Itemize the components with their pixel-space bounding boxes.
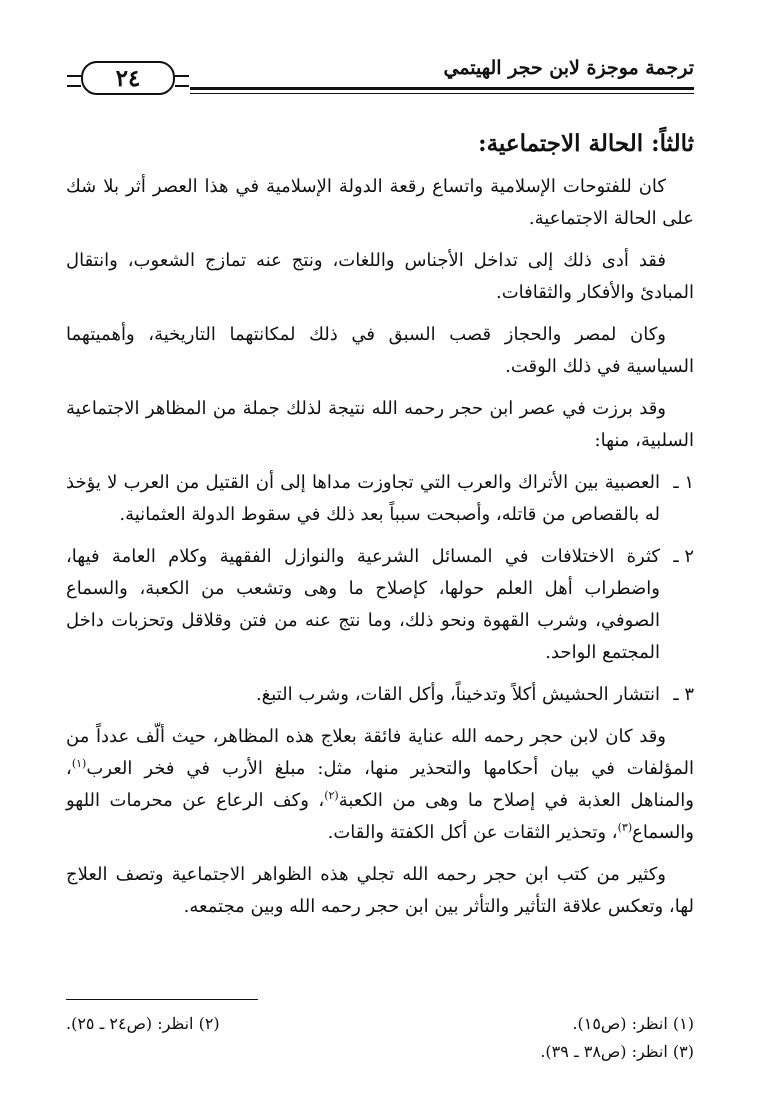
footnote-2: (٢) انظر: (ص٢٤ ـ ٢٥). [66,1014,220,1033]
closing-text-3: ، وكف الرعاع عن محرمات اللهو والسماع [66,790,694,843]
closing-text-4: ، وتحذير الثقات عن أكل الكفتة والقات. [327,822,618,843]
footnotes [66,1010,694,1066]
list-text: العصبية بين الأتراك والعرب التي تجاوزت مداها إلى أن القتيل من العرب لا يؤخذ له بالقصاص من قاتله، وأصبحت سبباً بعد ذلك في سقوط الدولة العثمانية. [66,472,660,525]
paragraph-3: وكان لمصر والحجاز قصب السبق في ذلك لمكانتهما التاريخية، وأهميتهما السياسية في ذلك الوقت. [66,324,694,377]
paragraph-1: كان للفتوحات الإسلامية واتساع رقعة الدولة الإسلامية في هذا العصر أثر بلا شك على الحالة الاجتماعية. [66,176,694,229]
closing-text-1: وقد كان لابن حجر رحمه الله عناية فائقة بعلاج هذه المظاهر، حيث ألّف عدداً من المؤلفات في بيان أحكامها والتحذير منها، مثل: مبلغ الأرب في فخر العرب [66,726,694,779]
list-number: ١ ـ [673,472,694,493]
ornament-right-icon [175,75,189,87]
closing-paragraph [66,721,694,849]
footnote-1: (١) انظر: (ص١٥). [572,1014,694,1033]
list-text: كثرة الاختلافات في المسائل الشرعية والنوازل الفقهية وكلام العامة فيها، واضطراب أهل العلم حولها، كإصلاح ما وهى وتشعب من الكعبة، والسماع الصوفي، وشرب القهوة ونحو ذلك، وما نتج عنه من فتن وقلاقل وتحزبات داخل المجتمع الواحد. [66,546,660,663]
footnote-ref-1[interactable]: (١) [71,757,87,770]
ornament-left-icon [67,75,81,87]
list-item-3 [66,679,694,711]
list-item-1 [66,467,694,531]
page-content [66,127,694,933]
closing-text-2: ، والمناهل العذبة في إصلاح ما وهى من الكعبة [66,758,694,811]
footnote-row-1 [66,1010,694,1038]
footnote-ref-3[interactable]: (٣) [617,821,633,834]
paragraph-4: وقد برزت في عصر ابن حجر رحمه الله نتيجة لذلك جملة من المظاهر الاجتماعية السلبية، منها: [66,398,694,451]
paragraph-2: فقد أدى ذلك إلى تداخل الأجناس واللغات، ونتج عنه تمازج الشعوب، وانتقال المبادئ والأفكار والثقافات. [66,250,694,303]
page-number-frame [81,61,175,95]
page-header [66,52,694,94]
page-number-ornament [66,61,190,95]
page-number: ٢٤ [115,64,141,92]
footnote-separator [66,999,258,1000]
footnote-row-2 [66,1038,694,1066]
footnote-ref-2[interactable]: (٢) [324,789,339,802]
list-number: ٣ ـ [673,684,694,705]
final-paragraph: وكثير من كتب ابن حجر رحمه الله تجلي هذه الظواهر الاجتماعية وتصف العلاج لها، وتعكس علاقة التأثير والتأثر بين ابن حجر رحمه الله وبين مجتمعه. [66,864,694,917]
section-heading: ثالثاً: الحالة الاجتماعية: [478,130,694,157]
list-text: انتشار الحشيش أكلاً وتدخيناً، وأكل القات، وشرب التبغ. [255,684,660,705]
running-title: ترجمة موجزة لابن حجر الهيتمي [443,57,694,79]
footnote-3: (٣) انظر: (ص٣٨ ـ ٣٩). [540,1042,694,1061]
book-page [66,52,694,1092]
list-item-2 [66,541,694,669]
list-number: ٢ ـ [673,546,694,567]
